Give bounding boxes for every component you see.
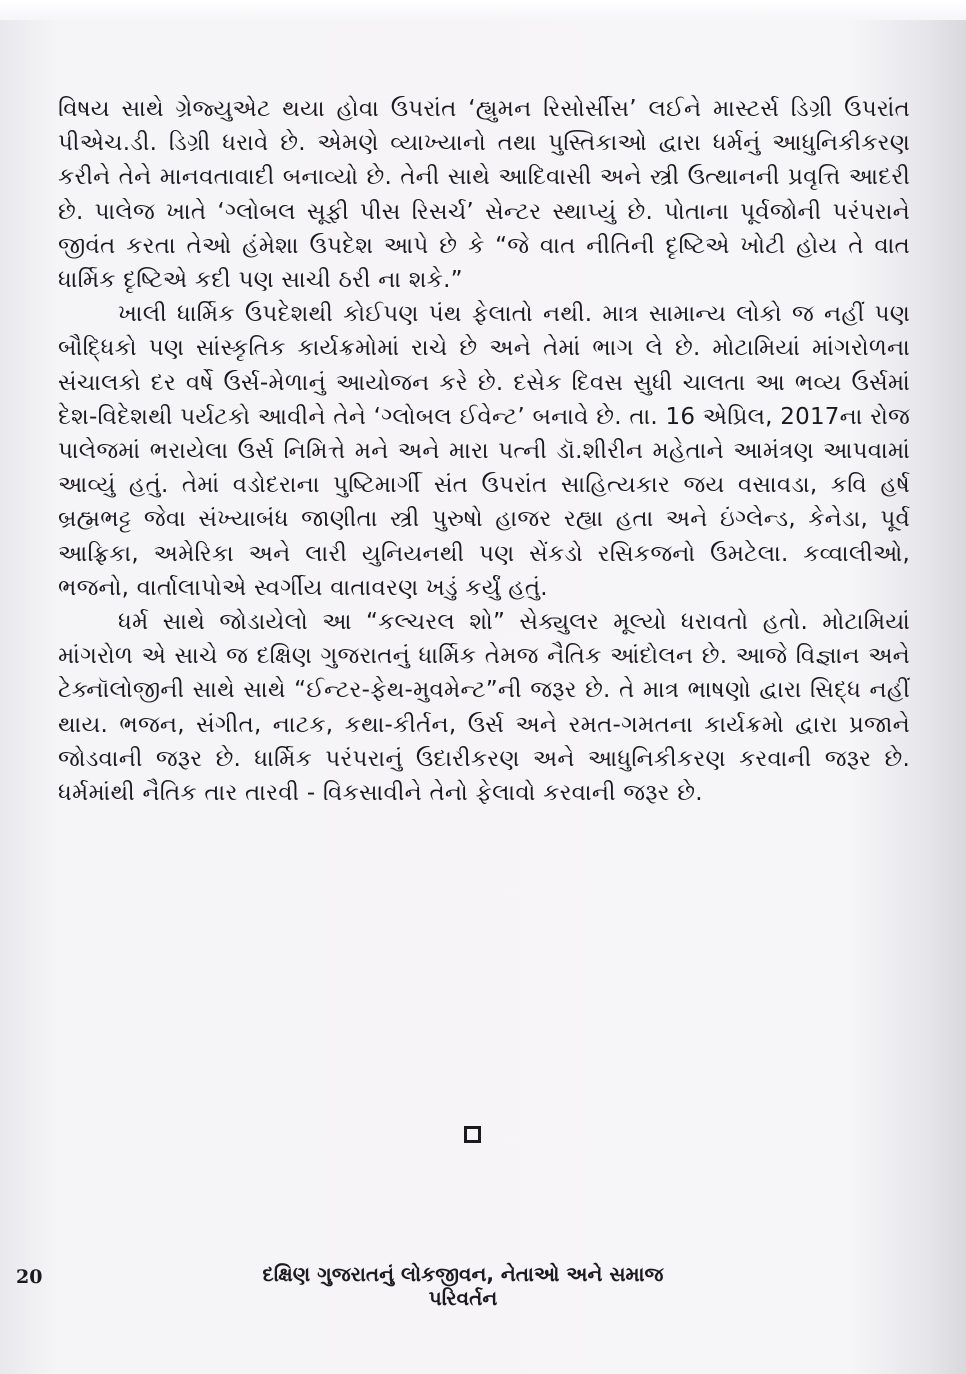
body-text [58, 92, 910, 810]
section-end-box-icon [464, 1126, 481, 1143]
running-title: દક્ષિણ ગુજરાતનું લોકજીવન, નેતાઓ અને સમાજ પરિવર્તન [262, 1262, 664, 1310]
paragraph-3: ધર્મ સાથે જોડાયેલો આ “કલ્ચરલ શો” સેક્યુલર મૂલ્યો ધરાવતો હતો. મોટામિયાં માંગરોળ એ સાચે જ દક્ષિણ ગુજરાતનું ધાર્મિક તેમજ નૈતિક આંદોલન છે. આજે વિજ્ઞાન અને ટેક્નૉલોજીની સાથે સાથે “ઈન્ટર-ફેથ-મુવમેન્ટ”ની જરૂર છે. તે માત્ર ભાષણો દ્વારા સિદ્ધ નહીં થાય. ભજન, સંગીત, નાટક, કથા-કીર્તન, ઉર્સ અને રમત-ગમતના કાર્યક્રમો દ્વારા પ્રજાને જોડવાની જરૂર છે. ધાર્મિક પરંપરાનું ઉદારીકરણ અને આધુનિકીકરણ કરવાની જરૂર છે. ધર્મમાંથી નૈતિક તાર તારવી - વિકસાવીને તેનો ફેલાવો કરવાની જરૂર છે. [58, 609, 910, 807]
paragraph-1: વિષય સાથે ગ્રેજ્યુએટ થયા હોવા ઉપરાંત ‘હ્યુમન રિસોર્સીસ’ લઈને માસ્ટર્સ ડિગ્રી ઉપરાંત પીએચ.ડી. ડિગ્રી ધરાવે છે. એમણે વ્યાખ્યાનો તથા પુસ્તિકાઓ દ્વારા ધર્મનું આધુનિકીકરણ કરીને તેને માનવતાવાદી બનાવ્યો છે. તેની સાથે આદિવાસી અને સ્ત્રી ઉત્થાનની પ્રવૃત્તિ આદરી છે. પાલેજ ખાતે ‘ગ્લોબલ સૂફી પીસ રિસર્ચ’ સેન્ટર સ્થાપ્યું છે. પોતાના પૂર્વજોની પરંપરાને જીવંત કરતા તેઓ હંમેશા ઉપદેશ આપે છે કે “જે વાત નીતિની દૃષ્ટિએ ખોટી હોય તે વાત ધાર્મિક દૃષ્ટિએ કદી પણ સાચી ઠરી ના શકે.” [58, 96, 910, 294]
paragraph-2: ખાલી ધાર્મિક ઉપદેશથી કોઈપણ પંથ ફેલાતો નથી. માત્ર સામાન્ય લોકો જ નહીં પણ બૌદ્ધિકો પણ સાંસ્કૃતિક કાર્યક્રમોમાં રાચે છે અને તેમાં ભાગ લે છે. મોટામિયાં માંગરોળના સંચાલકો દર વર્ષે ઉર્સ-મેળાનું આયોજન કરે છે. દસેક દિવસ સુધી ચાલતા આ ભવ્ય ઉર્સમાં દેશ-વિદેશથી પર્યટકો આવીને તેને ‘ગ્લોબલ ઈવેન્ટ’ બનાવે છે. તા. 16 એપ્રિલ, 2017ના રોજ પાલેજમાં ભરાયેલા ઉર્સ નિમિત્તે મને અને મારા પત્ની ડૉ.શીરીન મહેતાને આમંત્રણ આપવામાં આવ્યું હતું. તેમાં વડોદરાના પુષ્ટિમાર્ગી સંત ઉપરાંત સાહિત્યકાર જય વસાવડા, કવિ હર્ષ બ્રહ્મભટ્ટ જેવા સંખ્યાબંધ જાણીતા સ્ત્રી પુરુષો હાજર રહ્યા હતા અને ઇંગ્લેન્ડ, કેનેડા, પૂર્વ આફ્રિકા, અમેરિકા અને લારી યુનિયનથી પણ સેંકડો રસિકજનો ઉમટેલા. કવ્વાલીઓ, ભજનો, વાર્તાલાપોએ સ્વર્ગીય વાતાવરણ ખડું કર્યું હતું. [58, 301, 910, 601]
page-footer [0, 1252, 966, 1312]
page-number: 20 [16, 1266, 43, 1288]
